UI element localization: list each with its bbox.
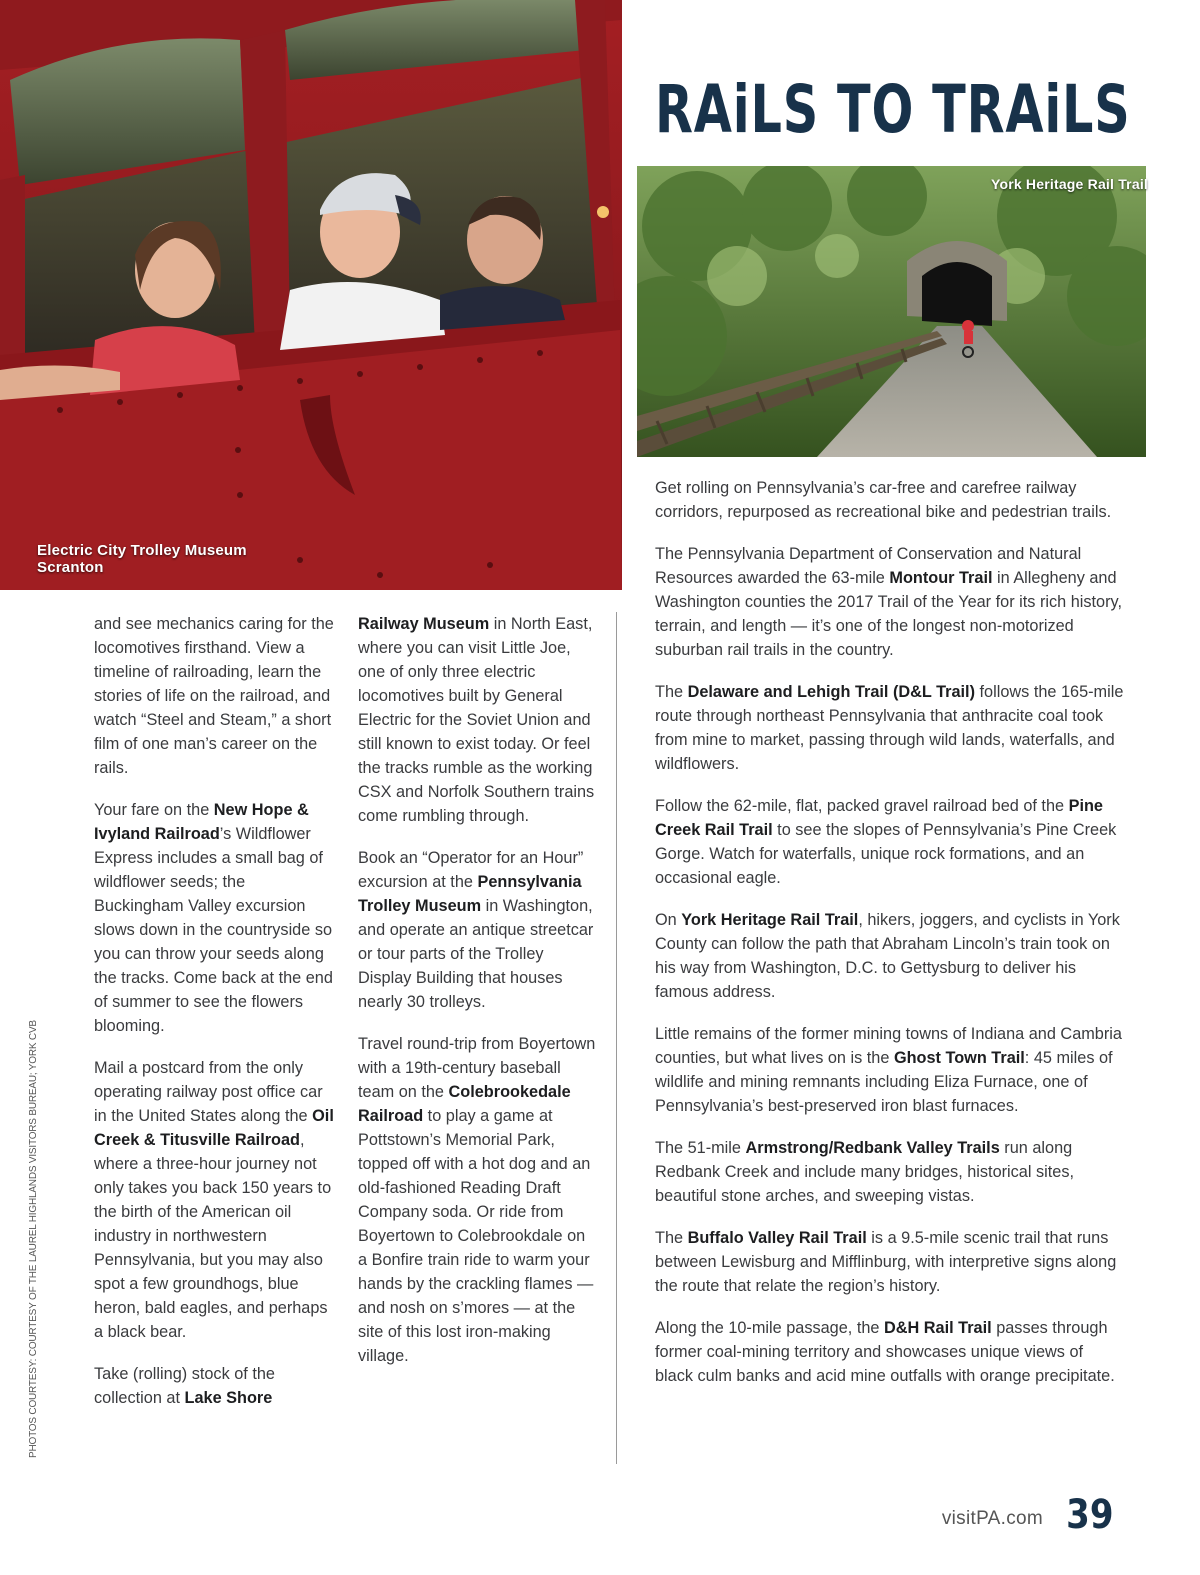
highlighted-name: Ghost Town Trail xyxy=(893,1049,1025,1067)
text-run: The 51-mile xyxy=(655,1139,746,1157)
paragraph xyxy=(655,1226,1125,1298)
paragraph xyxy=(655,794,1125,890)
paragraph xyxy=(655,476,1125,524)
highlighted-name: New Hope & Ivyland Railroad xyxy=(94,801,309,843)
column-divider xyxy=(616,612,617,1464)
text-run: Get rolling on Pennsylvania’s car-free and carefree railway corridors, repurposed as recreational bike and pedestrian trails. xyxy=(655,479,1112,521)
highlighted-name: D&H Rail Trail xyxy=(884,1319,992,1337)
paragraph xyxy=(655,1136,1125,1208)
highlighted-name: Montour Trail xyxy=(889,569,993,587)
highlighted-name: Pine Creek Rail Trail xyxy=(655,797,1103,839)
footer-website: visitPA.com xyxy=(941,1508,1043,1529)
text-run: Travel round-trip from Boyertown with a 19th-century baseball team on the xyxy=(358,1035,596,1101)
text-run: , where a three-hour journey not only takes you back 150 years to the birth of the American oil industry in northwestern Pennsylvania, but you may also spot a few groundhogs, blue heron, bald eagles, and perhaps a black bear. xyxy=(94,1131,332,1341)
page-number: 39 xyxy=(1066,1492,1114,1538)
text-run: Follow the 62-mile, flat, packed gravel railroad bed of the xyxy=(655,797,1069,815)
paragraph xyxy=(655,908,1125,1004)
highlighted-name: Colebrookedale Railroad xyxy=(358,1083,571,1125)
highlighted-name: Oil Creek & Titusville Railroad xyxy=(94,1107,334,1149)
trolley-illustration xyxy=(0,0,622,590)
text-run: in Washington, and operate an antique streetcar or tour parts of the Trolley Display Building that houses nearly 30 trolleys. xyxy=(358,897,594,1011)
article-column-2 xyxy=(358,612,598,1386)
paragraph xyxy=(94,612,334,780)
text-run: in North East, where you can visit Little Joe, one of only three electric locomotives built by General Electric for the Soviet Union and still known to exist today. Or feel the tracks rumble as the working CSX and Norfolk Southern trains come rumbling through. xyxy=(358,615,595,825)
highlighted-name: Railway Museum xyxy=(358,615,490,633)
text-run: passes through former coal-mining territory and showcases unique views of black culm banks and acid mine outfalls with orange precipitate. xyxy=(655,1319,1115,1385)
text-run: : 45 miles of wildlife and mining remnants including Eliza Furnace, one of Pennsylvania’s best-preserved iron blast furnaces. xyxy=(655,1049,1113,1115)
text-run: Little remains of the former mining towns of Indiana and Cambria counties, but what lives on is the xyxy=(655,1025,1122,1067)
york-trail-illustration xyxy=(637,166,1146,457)
text-run: The xyxy=(655,683,688,701)
highlighted-name: Lake Shore xyxy=(184,1389,273,1407)
text-run: and see mechanics caring for the locomotives firsthand. View a timeline of railroading, learn the stories of life on the railroad, and watch “Steel and Steam,” a short film of one man’s career on the rails. xyxy=(94,615,334,777)
article-column-1 xyxy=(94,612,334,1428)
highlighted-name: Armstrong/Redbank Valley Trails xyxy=(745,1139,1000,1157)
text-run: Mail a postcard from the only operating railway post office car in the United States along the xyxy=(94,1059,323,1125)
paragraph xyxy=(94,798,334,1038)
york-photo-caption: York Heritage Rail Trail xyxy=(990,176,1148,192)
trolley-caption-line2: Scranton xyxy=(37,559,104,576)
text-run: is a 9.5-mile scenic trail that runs between Lewisburg and Mifflinburg, with interpretive signs along the route that relate the region’s history. xyxy=(655,1229,1117,1295)
trolley-caption-line1: Electric City Trolley Museum xyxy=(37,542,247,559)
york-trail-photo xyxy=(637,166,1146,457)
text-run: , hikers, joggers, and cyclists in York County can follow the path that Abraham Lincoln’s train took on his way from Washington, D.C. to Gettysburg to deliver his famous address. xyxy=(655,911,1120,1001)
text-run: On xyxy=(655,911,682,929)
highlighted-name: Buffalo Valley Rail Trail xyxy=(687,1229,867,1247)
paragraph xyxy=(655,542,1125,662)
text-run: Along the 10-mile passage, the xyxy=(655,1319,884,1337)
text-run: ’s Wildflower Express includes a small bag of wildflower seeds; the Buckingham Valley excursion slows down in the countryside so you can throw your seeds along the tracks. Come back at the end of summer to see the flowers blooming. xyxy=(94,825,333,1035)
text-run: in Allegheny and Washington counties the 2017 Trail of the Year for its rich history, terrain, and length — it’s one of the longest non-motorized suburban rail trails in the country. xyxy=(655,569,1122,659)
text-run: follows the 165-mile route through northeast Pennsylvania that anthracite coal took from mine to market, passing through wild lands, waterfalls, and wildflowers. xyxy=(655,683,1124,773)
text-run: The xyxy=(655,1229,688,1247)
paragraph xyxy=(655,1022,1125,1118)
highlighted-name: Delaware and Lehigh Trail (D&L Trail) xyxy=(687,683,975,701)
paragraph xyxy=(655,680,1125,776)
paragraph xyxy=(94,1056,334,1344)
text-run: Take (rolling) stock of the collection at xyxy=(94,1365,275,1407)
trolley-photo xyxy=(0,0,622,590)
trolley-photo-caption xyxy=(37,542,247,576)
paragraph xyxy=(358,612,598,828)
paragraph xyxy=(358,846,598,1014)
text-run: The Pennsylvania Department of Conservation and Natural Resources awarded the 63-mile xyxy=(655,545,1082,587)
paragraph xyxy=(655,1316,1125,1388)
article-column-3 xyxy=(655,476,1125,1406)
paragraph xyxy=(94,1362,334,1410)
paragraph xyxy=(358,1032,598,1368)
photo-credit: PHOTOS COURTESY: COURTESY OF THE LAUREL HIGHLANDS VISITORS BUREAU; YORK CVB xyxy=(28,1020,39,1458)
highlighted-name: Pennsylvania Trolley Museum xyxy=(358,873,582,915)
text-run: to play a game at Pottstown’s Memorial Park, topped off with a hot dog and an old-fashioned Reading Draft Company soda. Or ride from Boyertown to Colebrookdale on a Bonfire train ride to warm your hands by the crackling flames — and nosh on s’mores — at the site of this lost iron-making village. xyxy=(358,1107,594,1365)
highlighted-name: York Heritage Rail Trail xyxy=(681,911,859,929)
text-run: run along Redbank Creek and include many bridges, historical sites, beautiful stone arches, and sweeping vistas. xyxy=(655,1139,1075,1205)
text-run: Book an “Operator for an Hour” excursion at the xyxy=(358,849,584,891)
page-title: RAiLS TO TRAiLS xyxy=(655,71,1131,148)
text-run: Your fare on the xyxy=(94,801,214,819)
text-run: to see the slopes of Pennsylvania’s Pine Creek Gorge. Watch for waterfalls, unique rock formations, and an occasional eagle. xyxy=(655,821,1117,887)
